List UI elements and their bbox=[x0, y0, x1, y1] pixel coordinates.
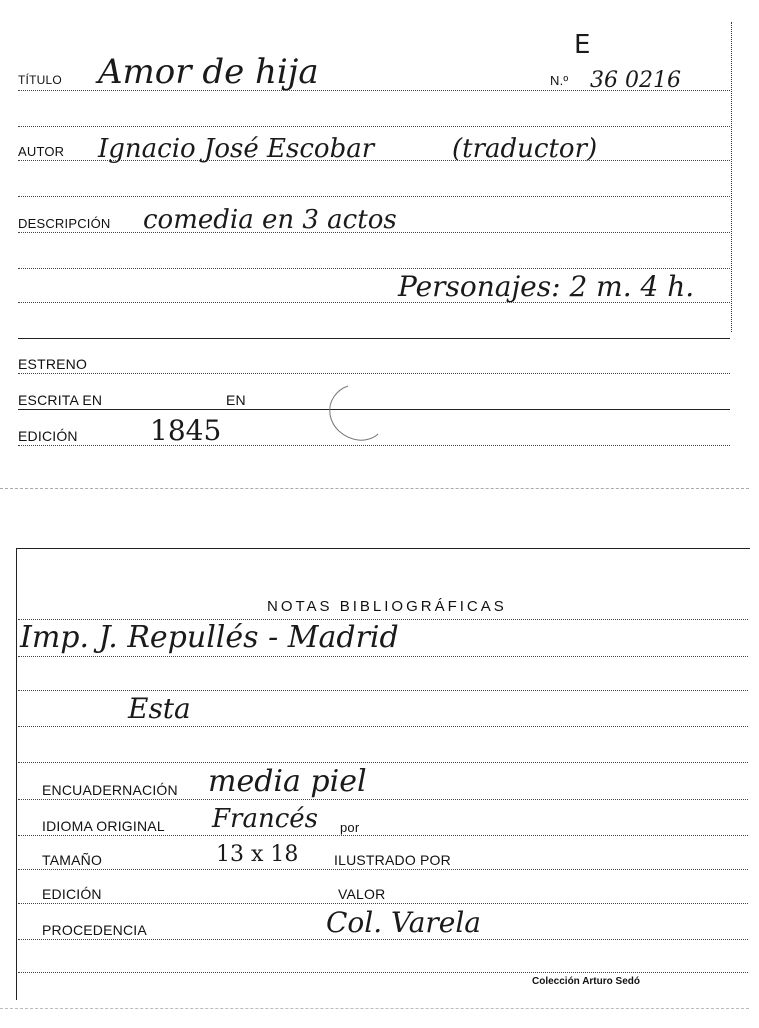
ilustrado-label: ILUSTRADO POR bbox=[334, 852, 451, 868]
valor-label: VALOR bbox=[338, 886, 386, 902]
notas-rule-1 bbox=[18, 656, 748, 657]
tamano-value: 13 x 18 bbox=[216, 842, 299, 867]
tamano-label: TAMAÑO bbox=[42, 852, 103, 868]
procedencia-value: Col. Varela bbox=[326, 906, 481, 939]
edicion-bottom-label: EDICIÓN bbox=[42, 886, 102, 902]
edicion-bottom-rule bbox=[18, 903, 748, 904]
encuadernacion-label: ENCUADERNACIÓN bbox=[42, 782, 178, 798]
titulo-rule bbox=[18, 90, 730, 91]
encuadernacion-value: media piel bbox=[208, 764, 367, 799]
nota-line1: Imp. J. Repullés - Madrid bbox=[20, 620, 399, 655]
autor-role: (traductor) bbox=[452, 134, 598, 164]
idioma-value: Francés bbox=[212, 804, 319, 834]
estreno-label: ESTRENO bbox=[18, 356, 88, 372]
edicion-value: 1845 bbox=[150, 414, 222, 447]
personajes-value: Personajes: 2 m. 4 h. bbox=[398, 270, 695, 303]
descripcion-value: comedia en 3 actos bbox=[143, 205, 397, 235]
corner-mark: E bbox=[574, 30, 591, 60]
idioma-label: IDIOMA ORIGINAL bbox=[42, 818, 165, 834]
bottom-card-top-border bbox=[16, 548, 750, 549]
bottom-edge-dashes bbox=[0, 1008, 749, 1009]
separator-dashes bbox=[0, 488, 749, 489]
edicion-label: EDICIÓN bbox=[18, 428, 78, 444]
idioma-rule bbox=[18, 835, 748, 836]
bottom-card-left-border bbox=[16, 548, 17, 1000]
nota-line2: Esta bbox=[128, 692, 191, 725]
escrita-label: ESCRITA EN bbox=[18, 392, 103, 408]
rule-4 bbox=[18, 196, 730, 197]
estreno-rule bbox=[18, 373, 730, 374]
descripcion-label: DESCRIPCIÓN bbox=[18, 216, 111, 231]
rule-7 bbox=[18, 302, 730, 303]
notas-rule-3 bbox=[18, 726, 748, 727]
procedencia-label: PROCEDENCIA bbox=[42, 922, 147, 938]
notas-heading: NOTAS BIBLIOGRÁFICAS bbox=[267, 598, 507, 615]
autor-rule bbox=[18, 160, 730, 161]
procedencia-rule bbox=[18, 939, 748, 940]
rule-2 bbox=[18, 126, 730, 127]
numero-label: N.º bbox=[550, 73, 569, 88]
notas-rule-2 bbox=[18, 690, 748, 691]
numero-value: 36 0216 bbox=[590, 68, 681, 93]
titulo-label: TÍTULO bbox=[18, 73, 62, 87]
encuadernacion-rule bbox=[18, 799, 748, 800]
top-solid-rule bbox=[18, 338, 730, 339]
top-card-right-border bbox=[731, 22, 732, 332]
por-label: por bbox=[340, 820, 360, 835]
punch-hole-mark bbox=[322, 380, 386, 446]
coleccion-label: Colección Arturo Sedó bbox=[532, 976, 640, 987]
en-label: EN bbox=[226, 392, 246, 408]
notas-rule-4 bbox=[18, 762, 748, 763]
bottom-rule bbox=[18, 972, 748, 973]
descripcion-rule bbox=[18, 232, 730, 233]
autor-value: Ignacio José Escobar bbox=[98, 134, 375, 164]
tamano-rule bbox=[18, 869, 748, 870]
rule-6 bbox=[18, 268, 730, 269]
titulo-value: Amor de hija bbox=[98, 52, 319, 92]
autor-label: AUTOR bbox=[18, 144, 65, 159]
